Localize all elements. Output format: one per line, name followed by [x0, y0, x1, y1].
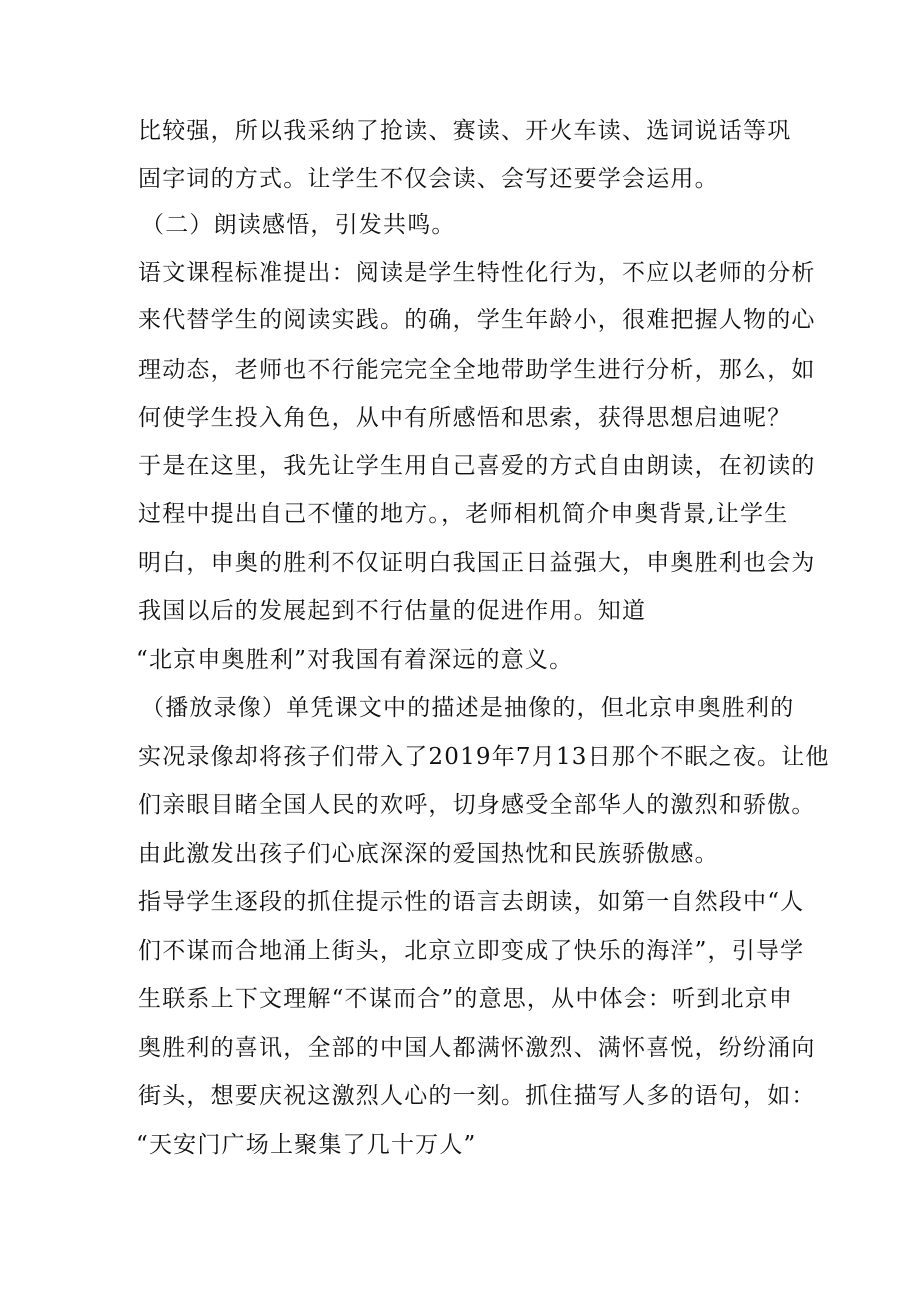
text-line-8: 于是在这里，我先让学生用自己喜爱的方式自由朗读，在初读的 — [138, 453, 816, 479]
text-line-16: 由此激发出孩子们心底深深的爱国热忱和民族骄傲感。 — [138, 841, 719, 867]
text-line-19: 生联系上下文理解“不谋而合”的意思，从中体会：听到北京申 — [138, 986, 794, 1012]
text-line-13: （播放录像）单凭课文中的描述是抽像的，但北京申奥胜利的 — [141, 695, 795, 721]
text-line-10: 明白，申奥的胜利不仅证明白我国正日益强大，申奥胜利也会为 — [138, 550, 816, 576]
text-line-21: 街头，想要庆祝这激烈人心的一刻。抓住描写人多的语句，如： — [138, 1083, 816, 1109]
text-line-17: 指导学生逐段的抓住提示性的语言去朗读，如第一自然段中“人 — [138, 889, 805, 915]
text-line-2: 固字词的方式。让学生不仅会读、会写还要学会运用。 — [138, 166, 719, 192]
text-line-6: 理动态，老师也不行能完完全全地带助学生进行分析，那么，如 — [138, 357, 816, 383]
text-line-9: 过程中提出自己不懂的地方。，老师相机简介申奥背景,让学生 — [138, 501, 789, 527]
text-line-11: 我国以后的发展起到不行估量的促进作用。知道 — [138, 598, 647, 624]
text-line-22: “天安门广场上聚集了几十万人” — [136, 1132, 477, 1158]
text-line-18: 们不谋而合地涌上街头，北京立即变成了快乐的海洋”，引导学 — [138, 938, 805, 964]
text-line-20: 奥胜利的喜讯，全部的中国人都满怀激烈、满怀喜悦，纷纷涌向 — [138, 1035, 816, 1061]
text-line-4: 语文课程标准提出：阅读是学生特性化行为，不应以老师的分析 — [138, 260, 816, 286]
text-line-14: 实况录像却将孩子们带入了2019年7月13日那个不眠之夜。让他 — [138, 744, 830, 770]
text-line-7: 何使学生投入角色，从中有所感悟和思索，获得思想启迪呢？ — [138, 405, 792, 431]
text-line-5: 来代替学生的阅读实践。的确，学生年龄小，很难把握人物的心 — [138, 307, 816, 333]
text-line-12: “北京申奥胜利”对我国有着深远的意义。 — [136, 647, 574, 673]
text-line-1: 比较强，所以我采纳了抢读、赛读、开火车读、选词说话等巩 — [138, 118, 792, 144]
text-line-15: 们亲眼目睹全国人民的欢呼，切身感受全部华人的激烈和骄傲。 — [138, 792, 816, 818]
section-heading: （二）朗读感悟，引发共鸣。 — [141, 212, 456, 238]
